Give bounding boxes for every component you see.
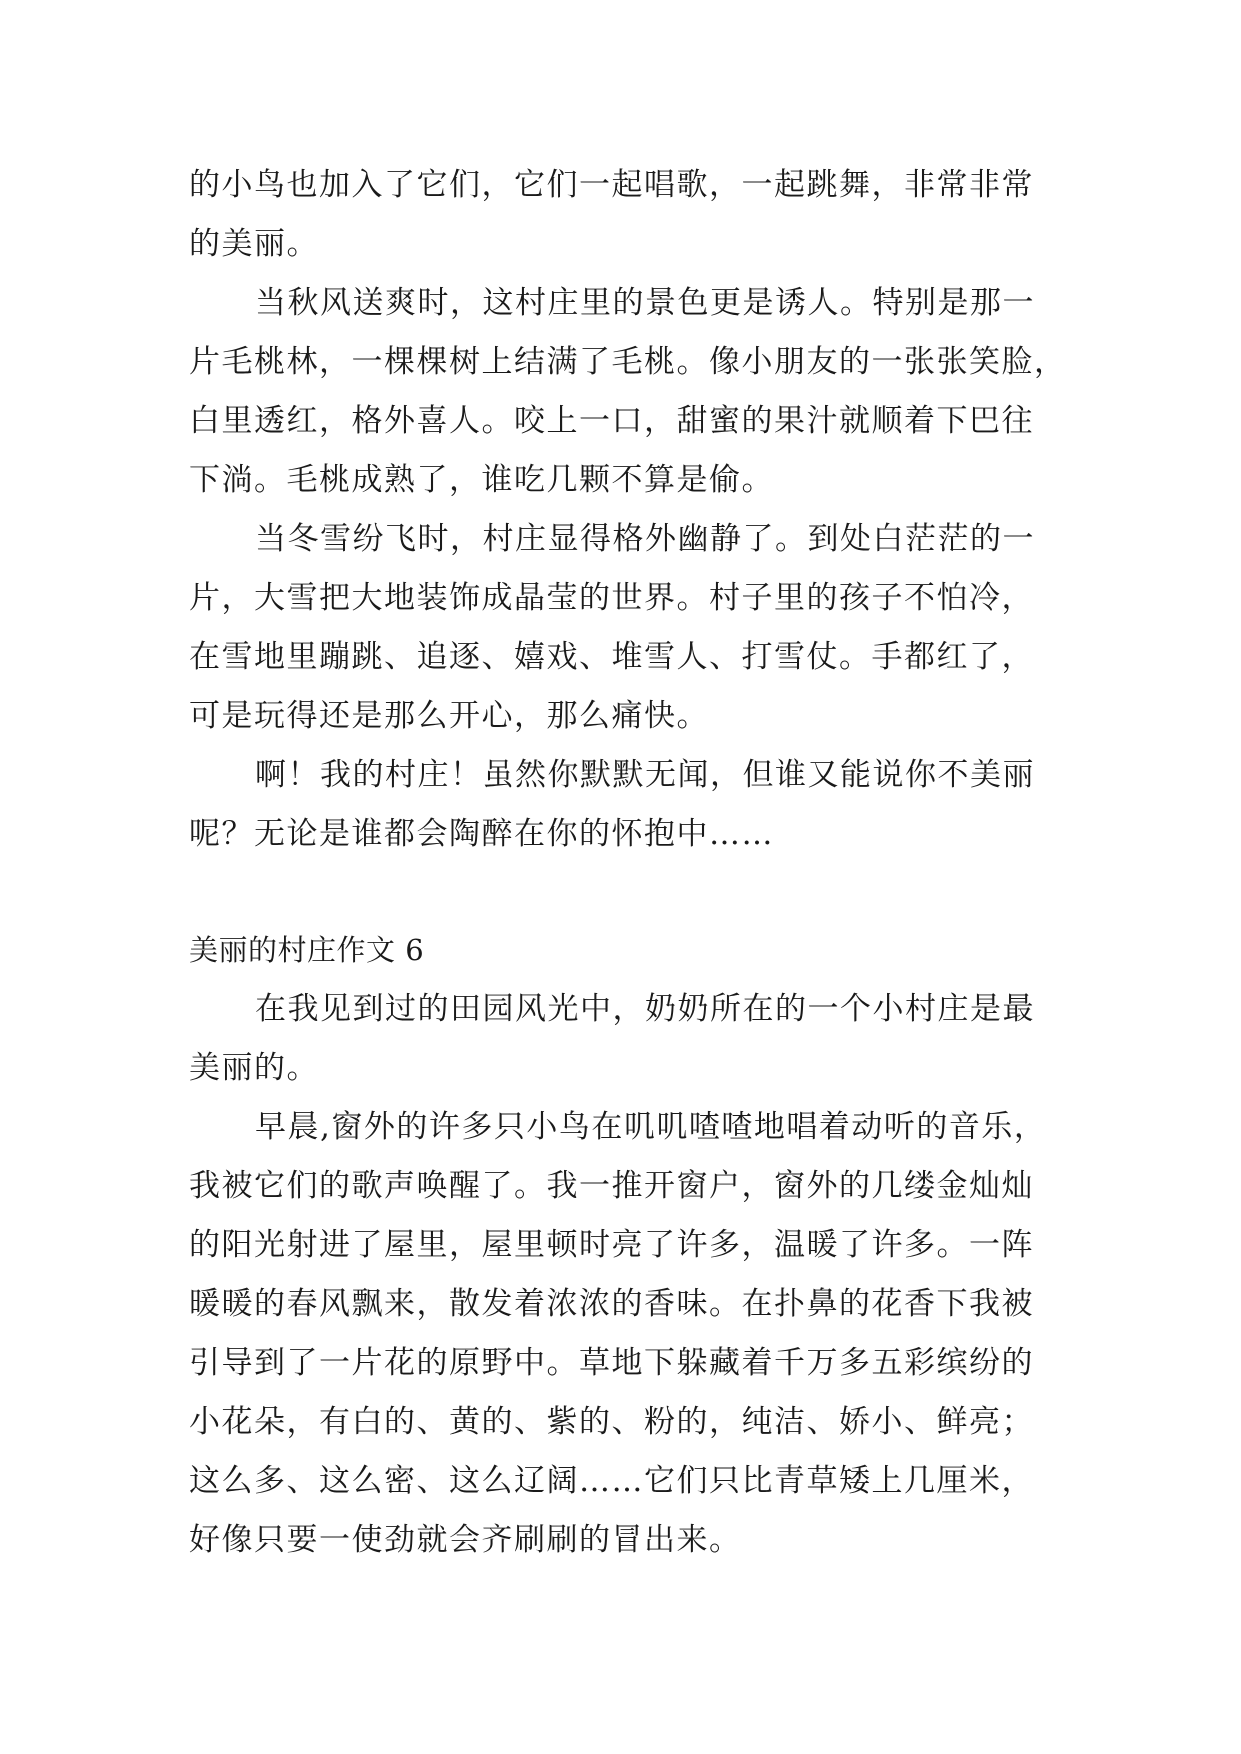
paragraph-first-line: 啊！我的村庄！虽然你默默无闻，但谁又能说你不美丽 bbox=[255, 757, 1035, 793]
paragraph-first-line: 当冬雪纷飞时，村庄显得格外幽静了。到处白茫茫的一 bbox=[255, 521, 1035, 557]
text-line: 我被它们的歌声唤醒了。我一推开窗户，窗外的几缕金灿灿 bbox=[189, 1168, 1034, 1204]
text-line: 的阳光射进了屋里，屋里顿时亮了许多，温暖了许多。一阵 bbox=[189, 1227, 1034, 1263]
section-heading: 美丽的村庄作文 6 bbox=[189, 933, 425, 967]
text-line: 白里透红，格外喜人。咬上一口，甜蜜的果汁就顺着下巴往 bbox=[189, 403, 1034, 439]
text-line: 下淌。毛桃成熟了，谁吃几颗不算是偷。 bbox=[189, 462, 774, 498]
paragraph-first-line: 当秋风送爽时，这村庄里的景色更是诱人。特别是那一 bbox=[255, 285, 1035, 321]
text-line: 的美丽。 bbox=[189, 226, 319, 262]
text-line: 片毛桃林，一棵棵树上结满了毛桃。像小朋友的一张张笑脸， bbox=[189, 344, 1067, 380]
text-line: 小花朵，有白的、黄的、紫的、粉的，纯洁、娇小、鲜亮； bbox=[189, 1404, 1034, 1440]
text-line: 暖暖的春风飘来，散发着浓浓的香味。在扑鼻的花香下我被 bbox=[189, 1286, 1034, 1322]
paragraph-first-line: 早晨,窗外的许多只小鸟在叽叽喳喳地唱着动听的音乐， bbox=[255, 1109, 1047, 1145]
paragraph-first-line: 在我见到过的田园风光中，奶奶所在的一个小村庄是最 bbox=[255, 991, 1035, 1027]
text-line: 在雪地里蹦跳、追逐、嬉戏、堆雪人、打雪仗。手都红了， bbox=[189, 639, 1034, 675]
text-line: 引导到了一片花的原野中。草地下躲藏着千万多五彩缤纷的 bbox=[189, 1345, 1034, 1381]
text-line: 片，大雪把大地装饰成晶莹的世界。村子里的孩子不怕冷， bbox=[189, 580, 1034, 616]
text-line: 呢？无论是谁都会陶醉在你的怀抱中…… bbox=[189, 816, 774, 852]
text-line: 可是玩得还是那么开心，那么痛快。 bbox=[189, 698, 709, 734]
text-line: 好像只要一使劲就会齐刷刷的冒出来。 bbox=[189, 1522, 742, 1558]
text-line: 这么多、这么密、这么辽阔……它们只比青草矮上几厘米， bbox=[189, 1463, 1034, 1499]
text-line: 的小鸟也加入了它们，它们一起唱歌，一起跳舞，非常非常 bbox=[189, 167, 1034, 203]
text-line: 美丽的。 bbox=[189, 1050, 319, 1086]
